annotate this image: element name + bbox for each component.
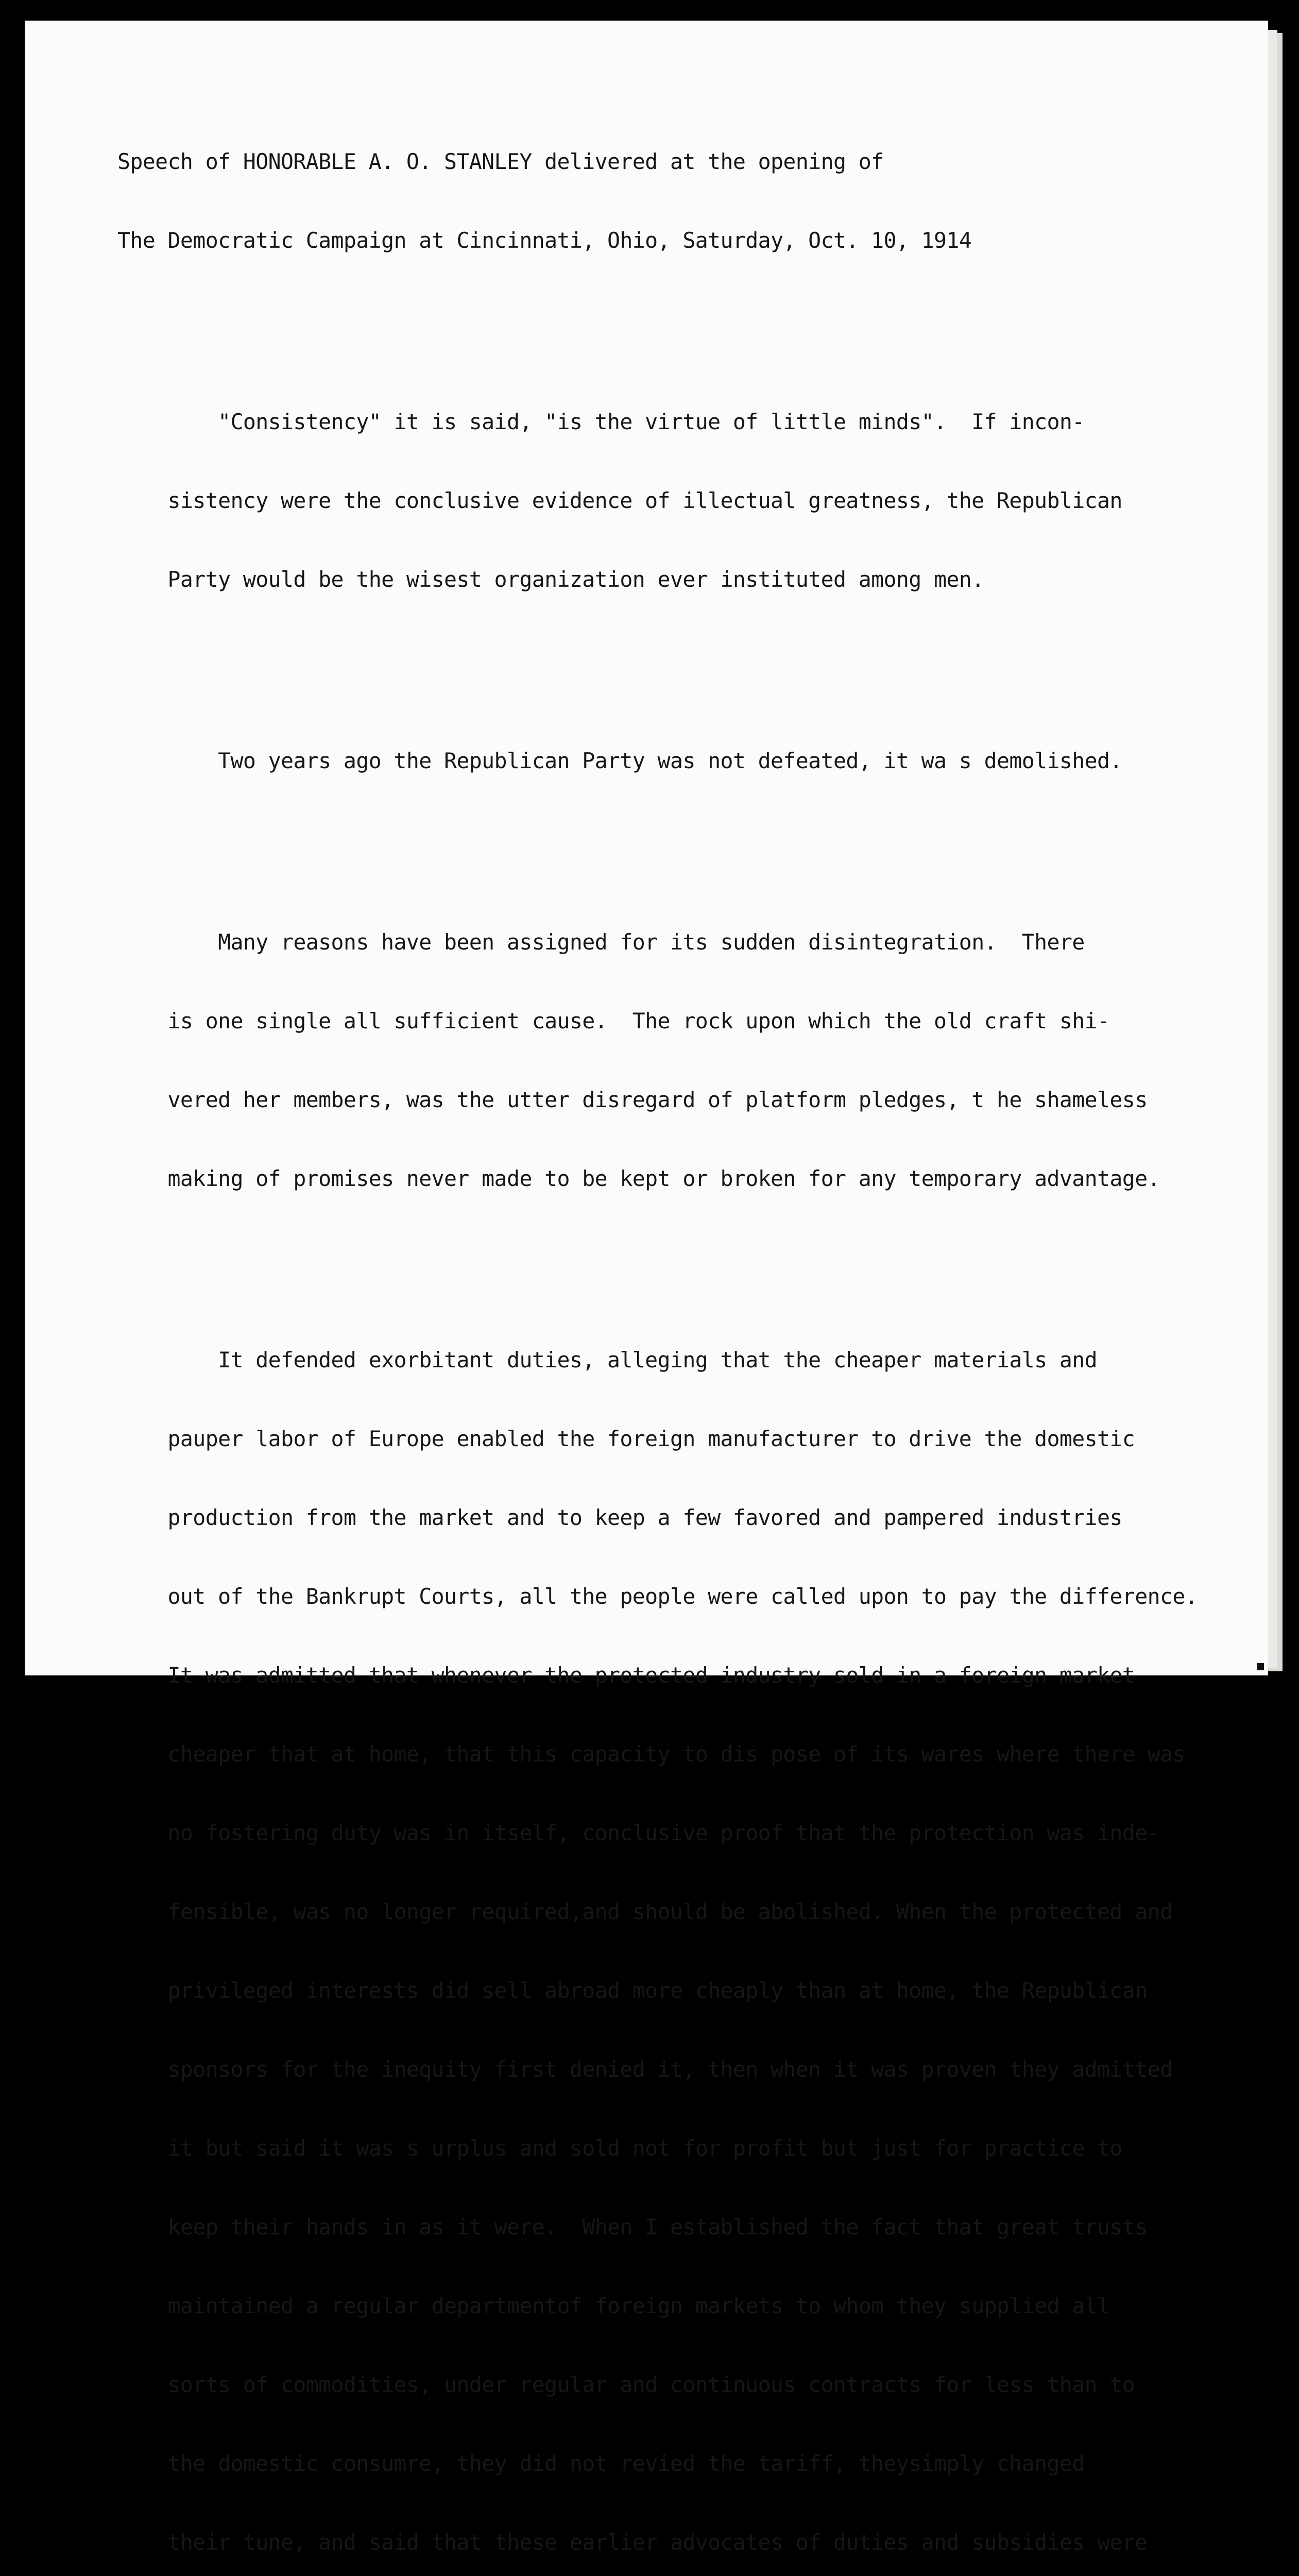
paragraph-line: the domestic consumre, they did not revied the tariff, theysimply changed bbox=[117, 2451, 1085, 2476]
paragraph-line: cheaper that at home, that this capacity to dis pose of its wares where there was bbox=[117, 1741, 1185, 1767]
paragraph-gap bbox=[117, 645, 1240, 669]
paragraph-line: sorts of commodities, under regular and continuous contracts for less than to bbox=[117, 2372, 1135, 2397]
paragraph-line: privileged interests did sell abroad more cheaply than at home, the Republican bbox=[117, 1978, 1148, 2003]
paragraph-line: Party would be the wisest organization ever instituted among men. bbox=[117, 567, 984, 592]
paragraph-line: It defended exorbitant duties, alleging that the cheaper materials and bbox=[117, 1347, 1098, 1372]
paragraph-gap bbox=[117, 1244, 1240, 1268]
paragraph-line: Two years ago the Republican Party was not defeated, it wa s demolished. bbox=[117, 748, 1122, 773]
paragraph-gap bbox=[117, 306, 1240, 330]
scan-mark bbox=[1257, 1663, 1264, 1670]
paragraph-line: fensible, was no longer required,and should be abolished. When the protected and bbox=[117, 1899, 1173, 1924]
paragraph-line: pauper labor of Europe enabled the foreign manufacturer to drive the domestic bbox=[117, 1426, 1135, 1451]
title-line-1: Speech of HONORABLE A. O. STANLEY delivered at the opening of bbox=[117, 149, 884, 174]
paragraph-line: it but said it was s urplus and sold not for profit but just for practice to bbox=[117, 2136, 1122, 2161]
paragraph-line: making of promises never made to be kept or broken for any temporary advantage. bbox=[117, 1166, 1160, 1191]
paragraph-line: is one single all sufficient cause. The rock upon which the old craft shi- bbox=[117, 1008, 1110, 1033]
paragraph-line: out of the Bankrupt Courts, all the people were called upon to pay the difference. bbox=[117, 1584, 1198, 1609]
speech-text bbox=[117, 96, 1240, 2576]
title-line-2: The Democratic Campaign at Cincinnati, Ohio, Saturday, Oct. 10, 1914 bbox=[117, 228, 972, 253]
paragraph-line: keep their hands in as it were. When I established the fact that great trusts bbox=[117, 2214, 1148, 2240]
paragraph-line: Many reasons have been assigned for its sudden disintegration. There bbox=[117, 929, 1085, 955]
paragraph-line: vered her members, was the utter disregard of platform pledges, t he shameless bbox=[117, 1087, 1148, 1112]
paragraph-line: their tune, and said that these earlier advocates of duties and subsidies were bbox=[117, 2530, 1148, 2555]
paragraph-line: production from the market and to keep a few favored and pampered industries bbox=[117, 1505, 1122, 1530]
paragraph-line: It was admitted that whenever the protected industry sold in a foreign market bbox=[117, 1663, 1135, 1688]
paragraph-line: maintained a regular departmentof foreign markets to whom they supplied all bbox=[117, 2293, 1110, 2318]
paragraph-line: "Consistency" it is said, "is the virtue of little minds". If incon- bbox=[117, 409, 1085, 434]
paragraph-gap bbox=[117, 826, 1240, 850]
paragraph-line: no fostering duty was in itself, conclusive proof that the protection was inde- bbox=[117, 1820, 1160, 1845]
paragraph-line: sponsors for the inequity first denied it, then when it was proven they admitted bbox=[117, 2057, 1173, 2082]
paragraph-line: sistency were the conclusive evidence of illectual greatness, the Republican bbox=[117, 488, 1122, 513]
